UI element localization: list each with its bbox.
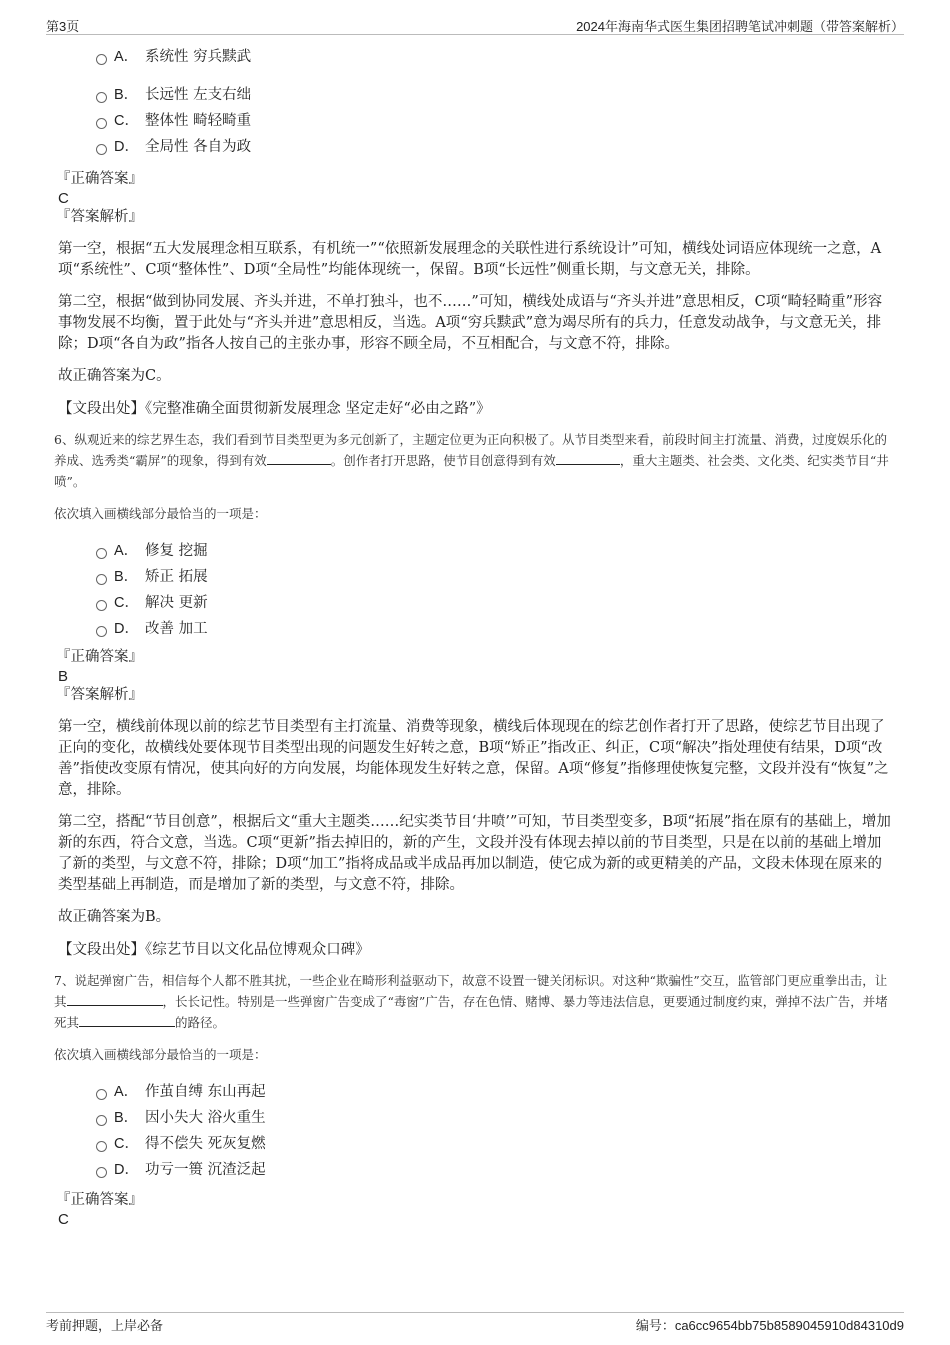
source-citation: 【文段出处】《完整准确全面贯彻新发展理念 坚定走好“必由之路”》 — [58, 401, 491, 417]
source-citation: 【文段出处】《综艺节目以文化品位博观众口碑》 — [58, 942, 370, 958]
correct-answer: C — [58, 1211, 69, 1228]
option-text: 因小失大 浴火重生 — [145, 1110, 266, 1126]
q5-option-d[interactable] — [96, 134, 894, 160]
analysis-label: 『答案解析』 — [56, 209, 143, 225]
question-stem: 7、说起弹窗广告，相信每个人都不胜其扰，一些企业在畸形利益驱动下，故意不设置一键关闭标识。对这种“欺骗性”交互，监管部门更应重拳出击，让其 ，长长记性。特别是一些弹窗广告变成了“毒窗”广告，存在色情、赌博、暴力等违法信息，更要通过制度约束，弹掉不法广告，并堵死其 的路径。 — [54, 973, 888, 1030]
option-text: 矫正 拓展 — [145, 569, 208, 585]
option-letter: B． — [114, 569, 139, 585]
option-letter: B． — [114, 1110, 139, 1126]
radio-icon[interactable] — [96, 1167, 107, 1178]
document-body — [54, 40, 894, 1229]
option-letter: A． — [114, 49, 139, 65]
q5-option-a[interactable] — [96, 44, 894, 70]
answer-label: 『正确答案』 — [56, 649, 143, 665]
option-text: 得不偿失 死灰复燃 — [145, 1136, 266, 1152]
q5-option-c[interactable] — [96, 108, 894, 134]
q5-option-b[interactable] — [96, 82, 894, 108]
option-letter: D． — [114, 621, 139, 637]
radio-icon[interactable] — [96, 92, 107, 103]
question-instruction: 依次填入画横线部分最恰当的一项是： — [54, 1047, 267, 1062]
radio-icon[interactable] — [96, 1141, 107, 1152]
code-label: 编号： — [635, 1319, 675, 1334]
analysis-label: 『答案解析』 — [56, 687, 143, 703]
option-letter: D． — [114, 1162, 139, 1178]
option-text: 系统性 穷兵黩武 — [145, 49, 252, 65]
option-letter: D． — [114, 139, 139, 155]
page-header — [46, 14, 904, 35]
radio-icon[interactable] — [96, 118, 107, 129]
answer-label: 『正确答案』 — [56, 171, 143, 187]
option-letter: A． — [114, 543, 139, 559]
option-text: 解决 更新 — [145, 595, 208, 611]
option-letter: B． — [114, 87, 139, 103]
option-letter: C． — [114, 1136, 139, 1152]
analysis-conclusion: 故正确答案为C。 — [58, 368, 171, 384]
analysis-paragraph: 第二空，搭配“节目创意”，根据后文“重大主题类……纪实类节目‘井喷’”可知，节目类型变多，B项“拓展”指在原有的基础上，增加新的东西，符合文意，当选。C项“更新”指去掉旧的，新的产生，文段并没有体现去掉以前的节目类型，只是在以前的基础上增加了新的类型，与文意不符，排除；D项“加工”指将成品或半成品再加以制造，使它成为新的或更精美的产品，文段未体现在原来的类型基础上再制造，而是增加了新的类型，与文意不符，排除。 — [58, 814, 891, 893]
analysis-paragraph: 第一空，横线前体现以前的综艺节目类型有主打流量、消费等现象，横线后体现现在的综艺创作者打开了思路，使综艺节目出现了正向的变化，故横线处要体现节目类型出现的问题发生好转之意，B项“矫正”指改正、纠正，C项“解决”指处理使有结果，D项“改善”指使改变原有情况，使其向好的方向发展，均能体现发生好转之意，保留。A项“修复”指修理使恢复完整，文段并没有“恢复”之意，排除。 — [58, 719, 889, 798]
question-stem: 6、纵观近来的综艺界生态，我们看到节目类型更为多元创新了，主题定位更为正向积极了。从节目类型来看，前段时间主打流量、消费，过度娱乐化的养成、选秀类“霸屏”的现象，得到有效 。创作者打开思路，使节目创意得到有效 ，重大主题类、社会类、文化类、纪实类节目“井喷”。 — [54, 432, 889, 489]
document-title: 2024年海南华式医生集团招聘笔试冲刺题（带答案解析） — [576, 19, 904, 34]
radio-icon[interactable] — [96, 144, 107, 155]
q6-option-d[interactable] — [96, 616, 894, 642]
answer-label: 『正确答案』 — [56, 1192, 143, 1208]
q6-option-b[interactable] — [96, 564, 894, 590]
q7-option-a[interactable] — [96, 1079, 894, 1105]
option-text: 长远性 左支右绌 — [145, 87, 252, 103]
correct-answer: C — [58, 190, 69, 207]
option-text: 功亏一篑 沉渣泛起 — [145, 1162, 266, 1178]
option-text: 全局性 各自为政 — [145, 139, 252, 155]
q6-option-c[interactable] — [96, 590, 894, 616]
fill-blank — [79, 1012, 175, 1027]
code-value: ca6cc9654bb75b8589045910d84310d9 — [674, 1318, 904, 1333]
radio-icon[interactable] — [96, 600, 107, 611]
option-text: 作茧自缚 东山再起 — [145, 1084, 266, 1100]
correct-answer: B — [58, 668, 69, 685]
radio-icon[interactable] — [96, 626, 107, 637]
option-letter: C． — [114, 113, 139, 129]
document-code — [636, 1315, 904, 1334]
footer-slogan: 考前押题，上岸必备 — [46, 1319, 164, 1334]
radio-icon[interactable] — [96, 1115, 107, 1126]
q7-option-b[interactable] — [96, 1105, 894, 1131]
option-letter: C． — [114, 595, 139, 611]
question-instruction: 依次填入画横线部分最恰当的一项是： — [54, 506, 267, 521]
q7-option-c[interactable] — [96, 1131, 894, 1157]
option-letter: A． — [114, 1084, 139, 1100]
radio-icon[interactable] — [96, 54, 107, 65]
q6-option-a[interactable] — [96, 538, 894, 564]
radio-icon[interactable] — [96, 1089, 107, 1100]
radio-icon[interactable] — [96, 574, 107, 585]
page-number: 第3页 — [46, 19, 80, 34]
option-text: 改善 加工 — [145, 621, 208, 637]
option-text: 修复 挖掘 — [145, 543, 208, 559]
option-text: 整体性 畸轻畸重 — [145, 113, 252, 129]
fill-blank — [67, 991, 163, 1006]
fill-blank — [267, 450, 331, 465]
radio-icon[interactable] — [96, 548, 107, 559]
analysis-paragraph: 第二空，根据“做到协同发展、齐头并进，不单打独斗，也不……”可知，横线处成语与“齐头并进”意思相反，C项“畸轻畸重”形容事物发展不均衡，置于此处与“齐头并进”意思相反，当选。A项“穷兵黩武”意为竭尽所有的兵力，任意发动战争，与文意无关，排除；D项“各自为政”指各人按自己的主张办事，形容不顾全局，不互相配合，与文意不符，排除。 — [58, 294, 883, 352]
analysis-conclusion: 故正确答案为B。 — [58, 909, 171, 925]
fill-blank — [556, 450, 620, 465]
page-footer — [46, 1312, 904, 1333]
analysis-paragraph: 第一空，根据“五大发展理念相互联系，有机统一”“依照新发展理念的关联性进行系统设计”可知，横线处词语应体现统一之意，A项“系统性”、C项“整体性”、D项“全局性”均能体现统一，保留。B项“长远性”侧重长期，与文意无关，排除。 — [58, 241, 882, 278]
q7-option-d[interactable] — [96, 1157, 894, 1183]
